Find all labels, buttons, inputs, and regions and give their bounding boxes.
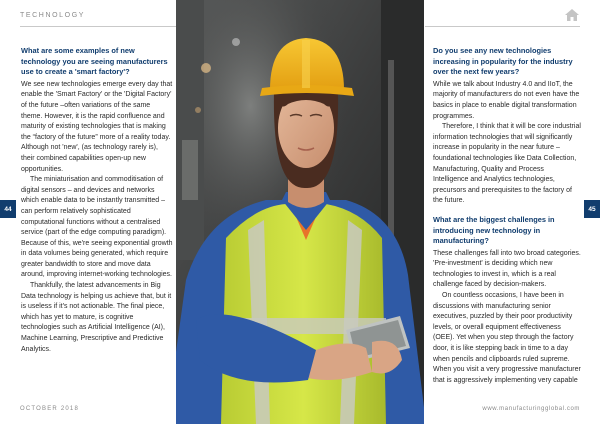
footer-date: OCTOBER 2018 [20, 406, 79, 412]
right-heading-2: What are the biggest challenges in introducing new technology in manufacturing? [433, 214, 555, 246]
page-number-right: 45 [584, 200, 600, 218]
right-paragraph-2: Therefore, I think that it will be core industrial information technologies that will significantly increase in popularity in the near future – foundational technologies like Data Collection, Manufacturing, Quality and Process Intelligence and Analytics technologies, precursors and prerequisites to the factory of the future. [433, 123, 581, 205]
left-paragraph-2: The miniaturisation and commoditisation of digital sensors – and devices and networks which enable data to be instantly transmitted – can perform relatively sophisticated computational functions without a centralised service (part of the edge computing paradigm). Because of this, we're seeing exponential growth in data volumes being generated, which require greater bandwidth to store and move data around, improving internet-working technologies. [21, 176, 173, 279]
right-heading-1: Do you see any new technologies increasing in popularity for the industry over the next few years? [433, 46, 573, 77]
worker-photo [176, 0, 424, 424]
footer-website[interactable]: www.manufacturingglobal.com [482, 406, 580, 412]
top-rule-right [425, 26, 580, 27]
right-column [433, 46, 581, 386]
page-number-left: 44 [0, 200, 16, 218]
right-paragraph-3: These challenges fall into two broad categories. 'Pre-investment' is deciding which new technologies to invest in, which is a real challenge faced by decision-makers. [433, 249, 581, 289]
right-paragraph-4: On countless occasions, I have been in discussions with manufacturing senior executives, puzzled by their poor productivity levels, or overall equipment effectiveness (OEE). Yet when you step through the factory door, it is like stepping back in time to a day when pencils and clipboards ruled supreme. When you visit a very progressive manufacturer that is aggressively implementing very capable [433, 292, 581, 384]
left-column [21, 46, 173, 355]
left-paragraph-1: We see new technologies emerge every day that enable the 'Smart Factory' or the 'Digital Factory' of the future –often variations of the same theme. However, it is the rapid confluence and maturity of existing technologies that is making the “factory of the future” more of a reality today. Although not 'new', (as technology rarely is), their combined capabilities open-up new opportunities. [21, 80, 173, 173]
home-icon[interactable] [564, 8, 580, 22]
left-paragraph-3: Thankfully, the latest advancements in Big Data technology is helping us achieve that, but it is useless if it's not actionable. The final piece, which has yet to mature, is cognitive technologies such as Artificial Intelligence (AI), Machine Learning, Prescriptive and Predictive Analytics. [21, 282, 172, 353]
left-heading: What are some examples of new technology you are seeing manufacturers use to create a 'smart factory'? [21, 46, 168, 77]
section-label: TECHNOLOGY [20, 12, 86, 19]
top-rule-left [20, 26, 176, 27]
right-paragraph-1: While we talk about Industry 4.0 and IIoT, the majority of manufacturers do not even have the basics in place to enable digital transformation programmes. [433, 80, 580, 120]
